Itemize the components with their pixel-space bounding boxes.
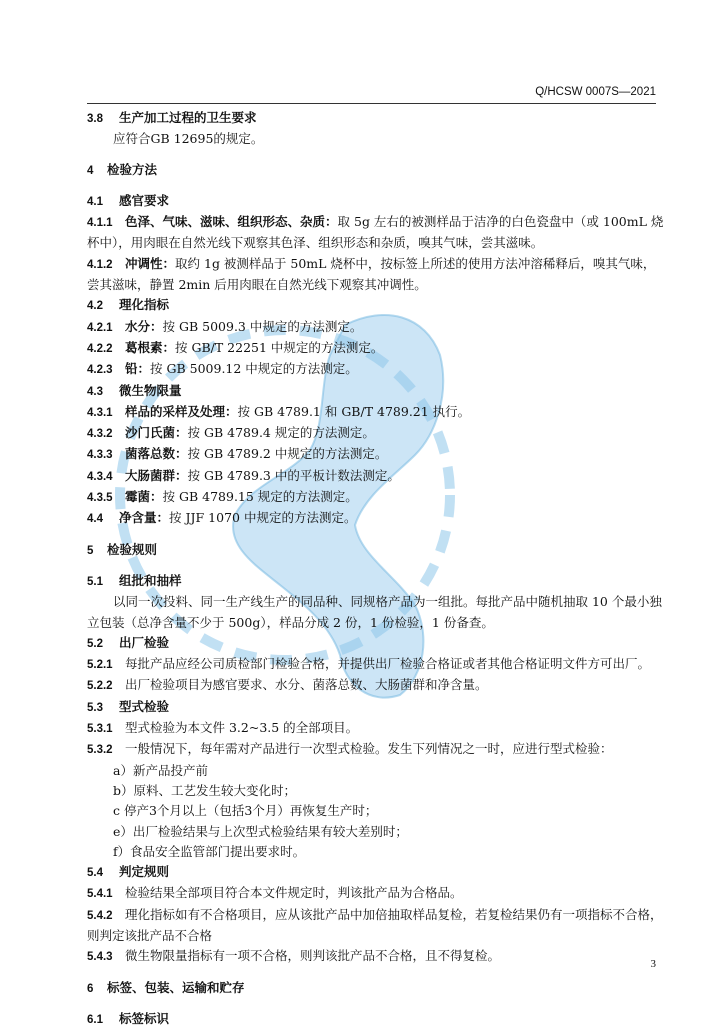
section-5-1-body-cont: 立包装（总净含量不少于 500g），样品分成 2 份，1 份检验，1 份备查。 bbox=[87, 614, 494, 630]
section-4-2-2: 4.2.2 葛根素：按 GB/T 22251 中规定的方法测定。 bbox=[87, 339, 384, 355]
section-3-8-body: 应符合GB 12695的规定。 bbox=[113, 131, 264, 147]
list-item: e）出厂检验结果与上次型式检验结果有较大差别时； bbox=[113, 823, 408, 839]
section-4-3: 4.3 微生物限量 bbox=[87, 382, 182, 398]
section-5-2-1: 5.2.1 每批产品应经公司质检部门检验合格，并提供出厂检验合格证或者其他合格证明文件方可出厂。 bbox=[87, 656, 651, 672]
section-4-1-2-cont: 尝其滋味，静置 2min 后用肉眼在自然光线下观察其冲调性。 bbox=[87, 277, 427, 293]
section-5-4-2-cont: 则判定该批产品不合格 bbox=[87, 927, 213, 943]
section-6-heading: 6 标签、包装、运输和贮存 bbox=[87, 979, 245, 995]
section-5-4-1: 5.4.1 检验结果全部项目符合本文件规定时，判该批产品为合格品。 bbox=[87, 885, 463, 901]
section-4-1-1: 4.1.1 色泽、气味、滋味、组织形态、杂质：取 5g 左右的被测样品于洁净的白色瓷盘中（或 100mL 烧 bbox=[87, 214, 664, 230]
section-6-1: 6.1 标签标识 bbox=[87, 1010, 170, 1026]
section-4-3-5: 4.3.5 霉菌：按 GB 4789.15 规定的方法测定。 bbox=[87, 489, 358, 505]
section-4-3-4: 4.3.4 大肠菌群：按 GB 4789.3 中的平板计数法测定。 bbox=[87, 467, 400, 483]
section-5-2: 5.2 出厂检验 bbox=[87, 634, 170, 650]
section-4-4: 4.4 净含量：按 JJF 1070 中规定的方法测定。 bbox=[87, 510, 357, 526]
section-5-3-2: 5.3.2 一般情况下，每年需对产品进行一次型式检验。发生下列情况之一时，应进行型式检验： bbox=[87, 741, 613, 757]
section-5-4: 5.4 判定规则 bbox=[87, 864, 170, 880]
list-item: b）原料、工艺发生较大变化时； bbox=[113, 782, 297, 798]
document-code: Q/HCSW 0007S—2021 bbox=[535, 86, 656, 98]
section-4-3-3: 4.3.3 菌落总数：按 GB 4789.2 中规定的方法测定。 bbox=[87, 446, 388, 462]
list-item: c 停产3个月以上（包括3个月）再恢复生产时； bbox=[113, 803, 378, 819]
section-4-3-1: 4.3.1 样品的采样及处理：按 GB 4789.1 和 GB/T 4789.21 执行。 bbox=[87, 403, 471, 419]
section-5-4-3: 5.4.3 微生物限量指标有一项不合格，则判该批产品不合格，且不得复检。 bbox=[87, 948, 501, 964]
section-3-8: 3.8 生产加工过程的卫生要求 bbox=[87, 110, 257, 125]
list-item: f）食品安全监管部门提出要求时。 bbox=[113, 843, 306, 859]
page-number: 3 bbox=[650, 958, 656, 970]
section-5-3-1: 5.3.1 型式检验为本文件 3.2~3.5 的全部项目。 bbox=[87, 720, 359, 736]
section-4-2-1: 4.2.1 水分：按 GB 5009.3 中规定的方法测定。 bbox=[87, 318, 363, 334]
section-4-1-1-cont: 杯中），用肉眼在自然光线下观察其色泽、组织形态和杂质，嗅其气味，尝其滋味。 bbox=[87, 235, 544, 251]
list-item: a）新产品投产前 bbox=[113, 762, 208, 778]
section-4-1: 4.1 感官要求 bbox=[87, 192, 170, 208]
section-4-heading: 4 检验方法 bbox=[87, 161, 158, 177]
section-4-3-2: 4.3.2 沙门氏菌：按 GB 4789.4 规定的方法测定。 bbox=[87, 425, 375, 441]
section-5-heading: 5 检验规则 bbox=[87, 541, 158, 557]
section-5-1-body: 以同一次投料、同一生产线生产的同品种、同规格产品为一组批。每批产品中随机抽取 10 个最小独 bbox=[113, 594, 662, 610]
section-4-2: 4.2 理化指标 bbox=[87, 297, 170, 313]
section-4-1-2: 4.1.2 冲调性：取约 1g 被测样品于 50mL 烧杯中，按标签上所述的使用方法冲溶稀释后，嗅其气味， bbox=[87, 255, 656, 271]
document-body bbox=[87, 108, 664, 1030]
section-5-4-2: 5.4.2 理化指标如有不合格项目，应从该批产品中加倍抽取样品复检，若复检结果仍有一项指标不合格， bbox=[87, 906, 663, 922]
section-4-2-3: 4.2.3 铅：按 GB 5009.12 中规定的方法测定。 bbox=[87, 361, 358, 377]
section-5-2-2: 5.2.2 出厂检验项目为感官要求、水分、菌落总数、大肠菌群和净含量。 bbox=[87, 677, 488, 693]
header-rule bbox=[87, 103, 656, 104]
section-5-1: 5.1 组批和抽样 bbox=[87, 572, 182, 588]
section-5-3: 5.3 型式检验 bbox=[87, 698, 170, 714]
